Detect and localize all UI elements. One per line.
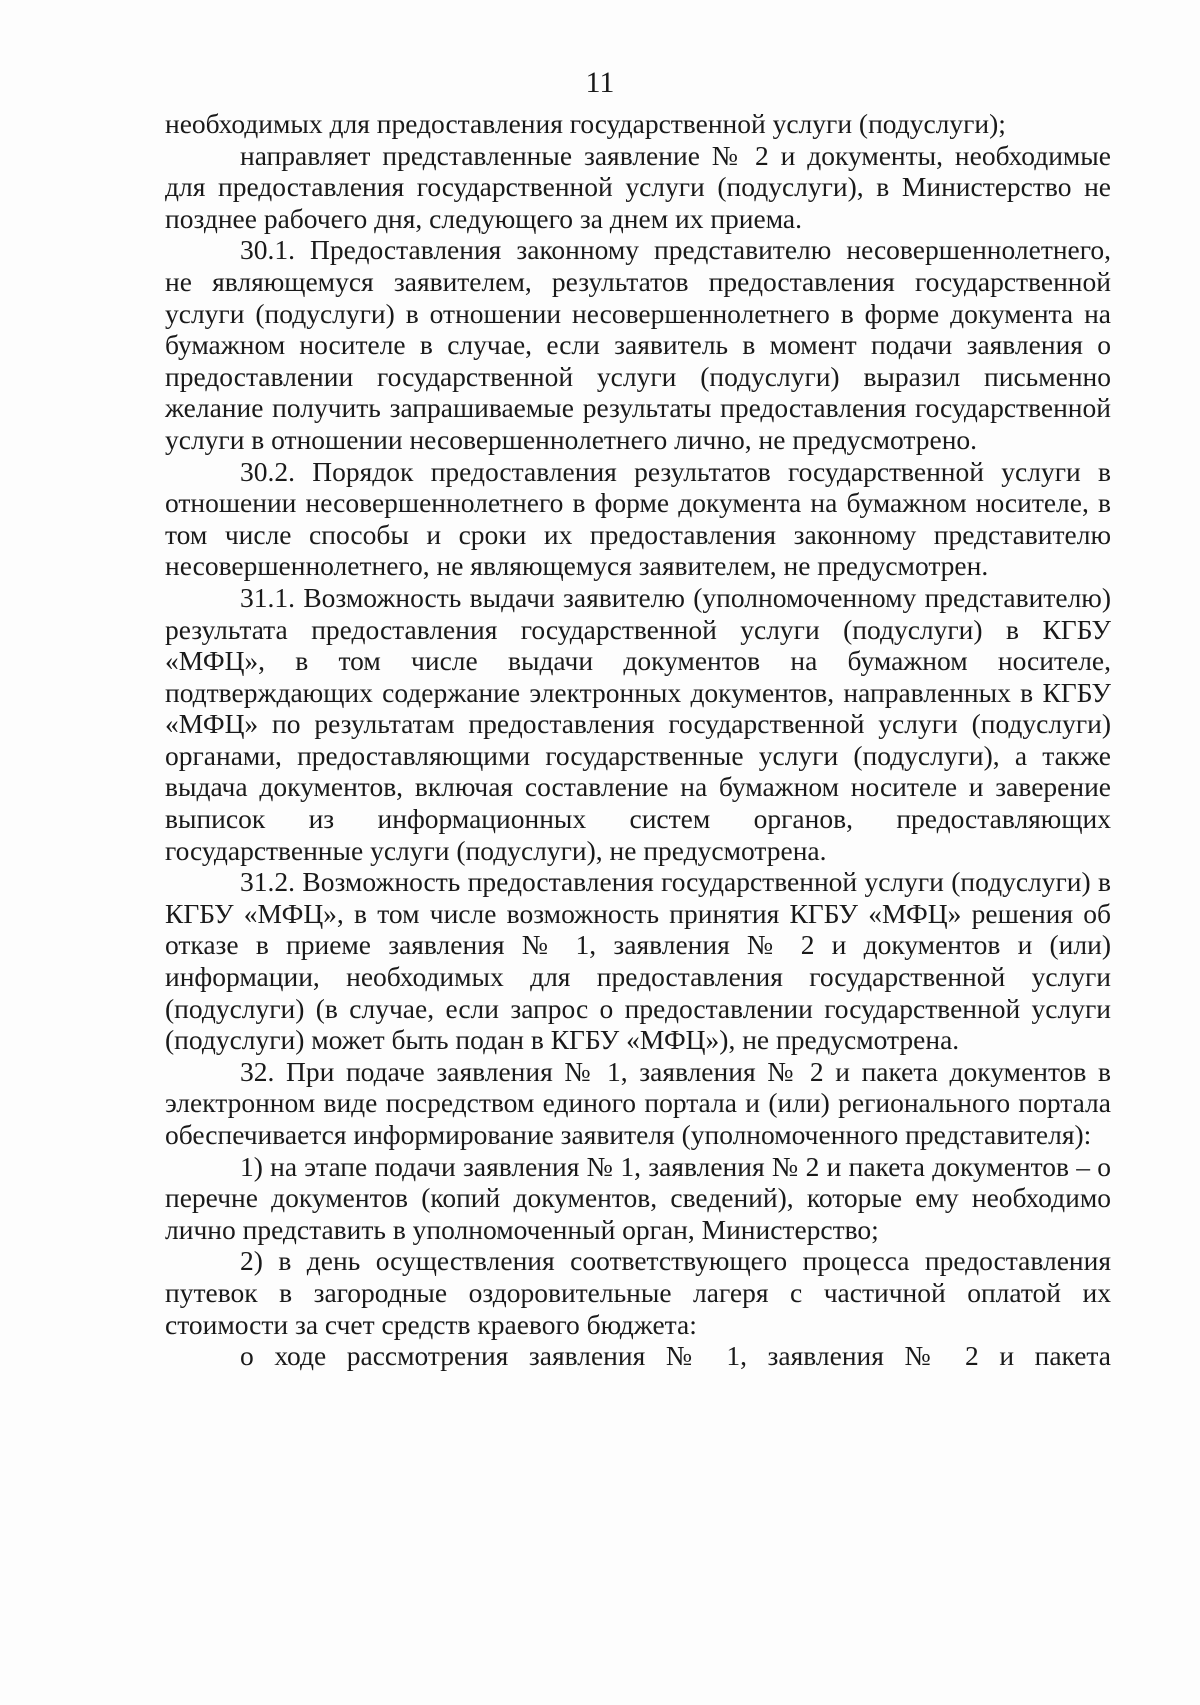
paragraph-continued: о ходе рассмотрения заявления № 1, заявления № 2 и пакета: [240, 1340, 1111, 1372]
page-number: 11: [585, 66, 615, 99]
paragraph-30-1: 30.1. Предоставления законному представителю несовершеннолетнего, не являющемуся заявителем, результатов предоставления государственной услуги (подуслуги) в отношении несовершеннолетнего в форме документа на бумажном носителе в случае, если заявитель в момент подачи заявления о предоставлении государственной услуги (подуслуги) выразил письменно желание получить запрашиваемые результаты предоставления государственной услуги в отношении несовершеннолетнего лично, не предусмотрено.: [165, 234, 1111, 455]
paragraph-31-1: 31.1. Возможность выдачи заявителю (уполномоченному представителю) результата предоставления государственной услуги (подуслуги) в КГБУ «МФЦ», в том числе выдачи документов на бумажном носителе, подтверждающих содержание электронных документов, направленных в КГБУ «МФЦ» по результатам предоставления государственной услуги (подуслуги) органами, предоставляющими государственные услуги (подуслуги), а также выдача документов, включая составление на бумажном носителе и заверение выписок из информационных систем органов, предоставляющих государственные услуги (подуслуги), не предусмотрена.: [165, 581, 1111, 866]
paragraph: направляет представленные заявление № 2 и документы, необходимые для предоставления государственной услуги (подуслуги), в Министерство не позднее рабочего дня, следующего за днем их приема.: [165, 139, 1111, 234]
paragraph-30-2: 30.2. Порядок предоставления результатов государственной услуги в отношении несовершеннолетнего в форме документа на бумажном носителе, в том числе способы и сроки их предоставления законному представителю несовершеннолетнего, не являющемуся заявителем, не предусмотрен.: [165, 455, 1111, 582]
paragraph-continuation: необходимых для предоставления государственной услуги (подуслуги);: [165, 108, 1006, 139]
document-body: [165, 108, 1111, 1372]
paragraph-32-item-2: 2) в день осуществления соответствующего процесса предоставления путевок в загородные оздоровительные лагеря с частичной оплатой их стоимости за счет средств краевого бюджета:: [165, 1245, 1111, 1340]
paragraph-31-2: 31.2. Возможность предоставления государственной услуги (подуслуги) в КГБУ «МФЦ», в том числе возможность принятия КГБУ «МФЦ» решения об отказе в приеме заявления № 1, заявления № 2 и документов и (или) информации, необходимых для предоставления государственной услуги (подуслуги) (в случае, если запрос о предоставлении государственной услуги (подуслуги) может быть подан в КГБУ «МФЦ»), не предусмотрена.: [165, 866, 1111, 1056]
paragraph-32: 32. При подаче заявления № 1, заявления № 2 и пакета документов в электронном виде посредством единого портала и (или) регионального портала обеспечивается информирование заявителя (уполномоченного представителя):: [165, 1055, 1111, 1150]
paragraph-32-item-1: 1) на этапе подачи заявления № 1, заявления № 2 и пакета документов – о перечне документов (копий документов, сведений), которые ему необходимо лично представить в уполномоченный орган, Министерство;: [165, 1150, 1111, 1245]
